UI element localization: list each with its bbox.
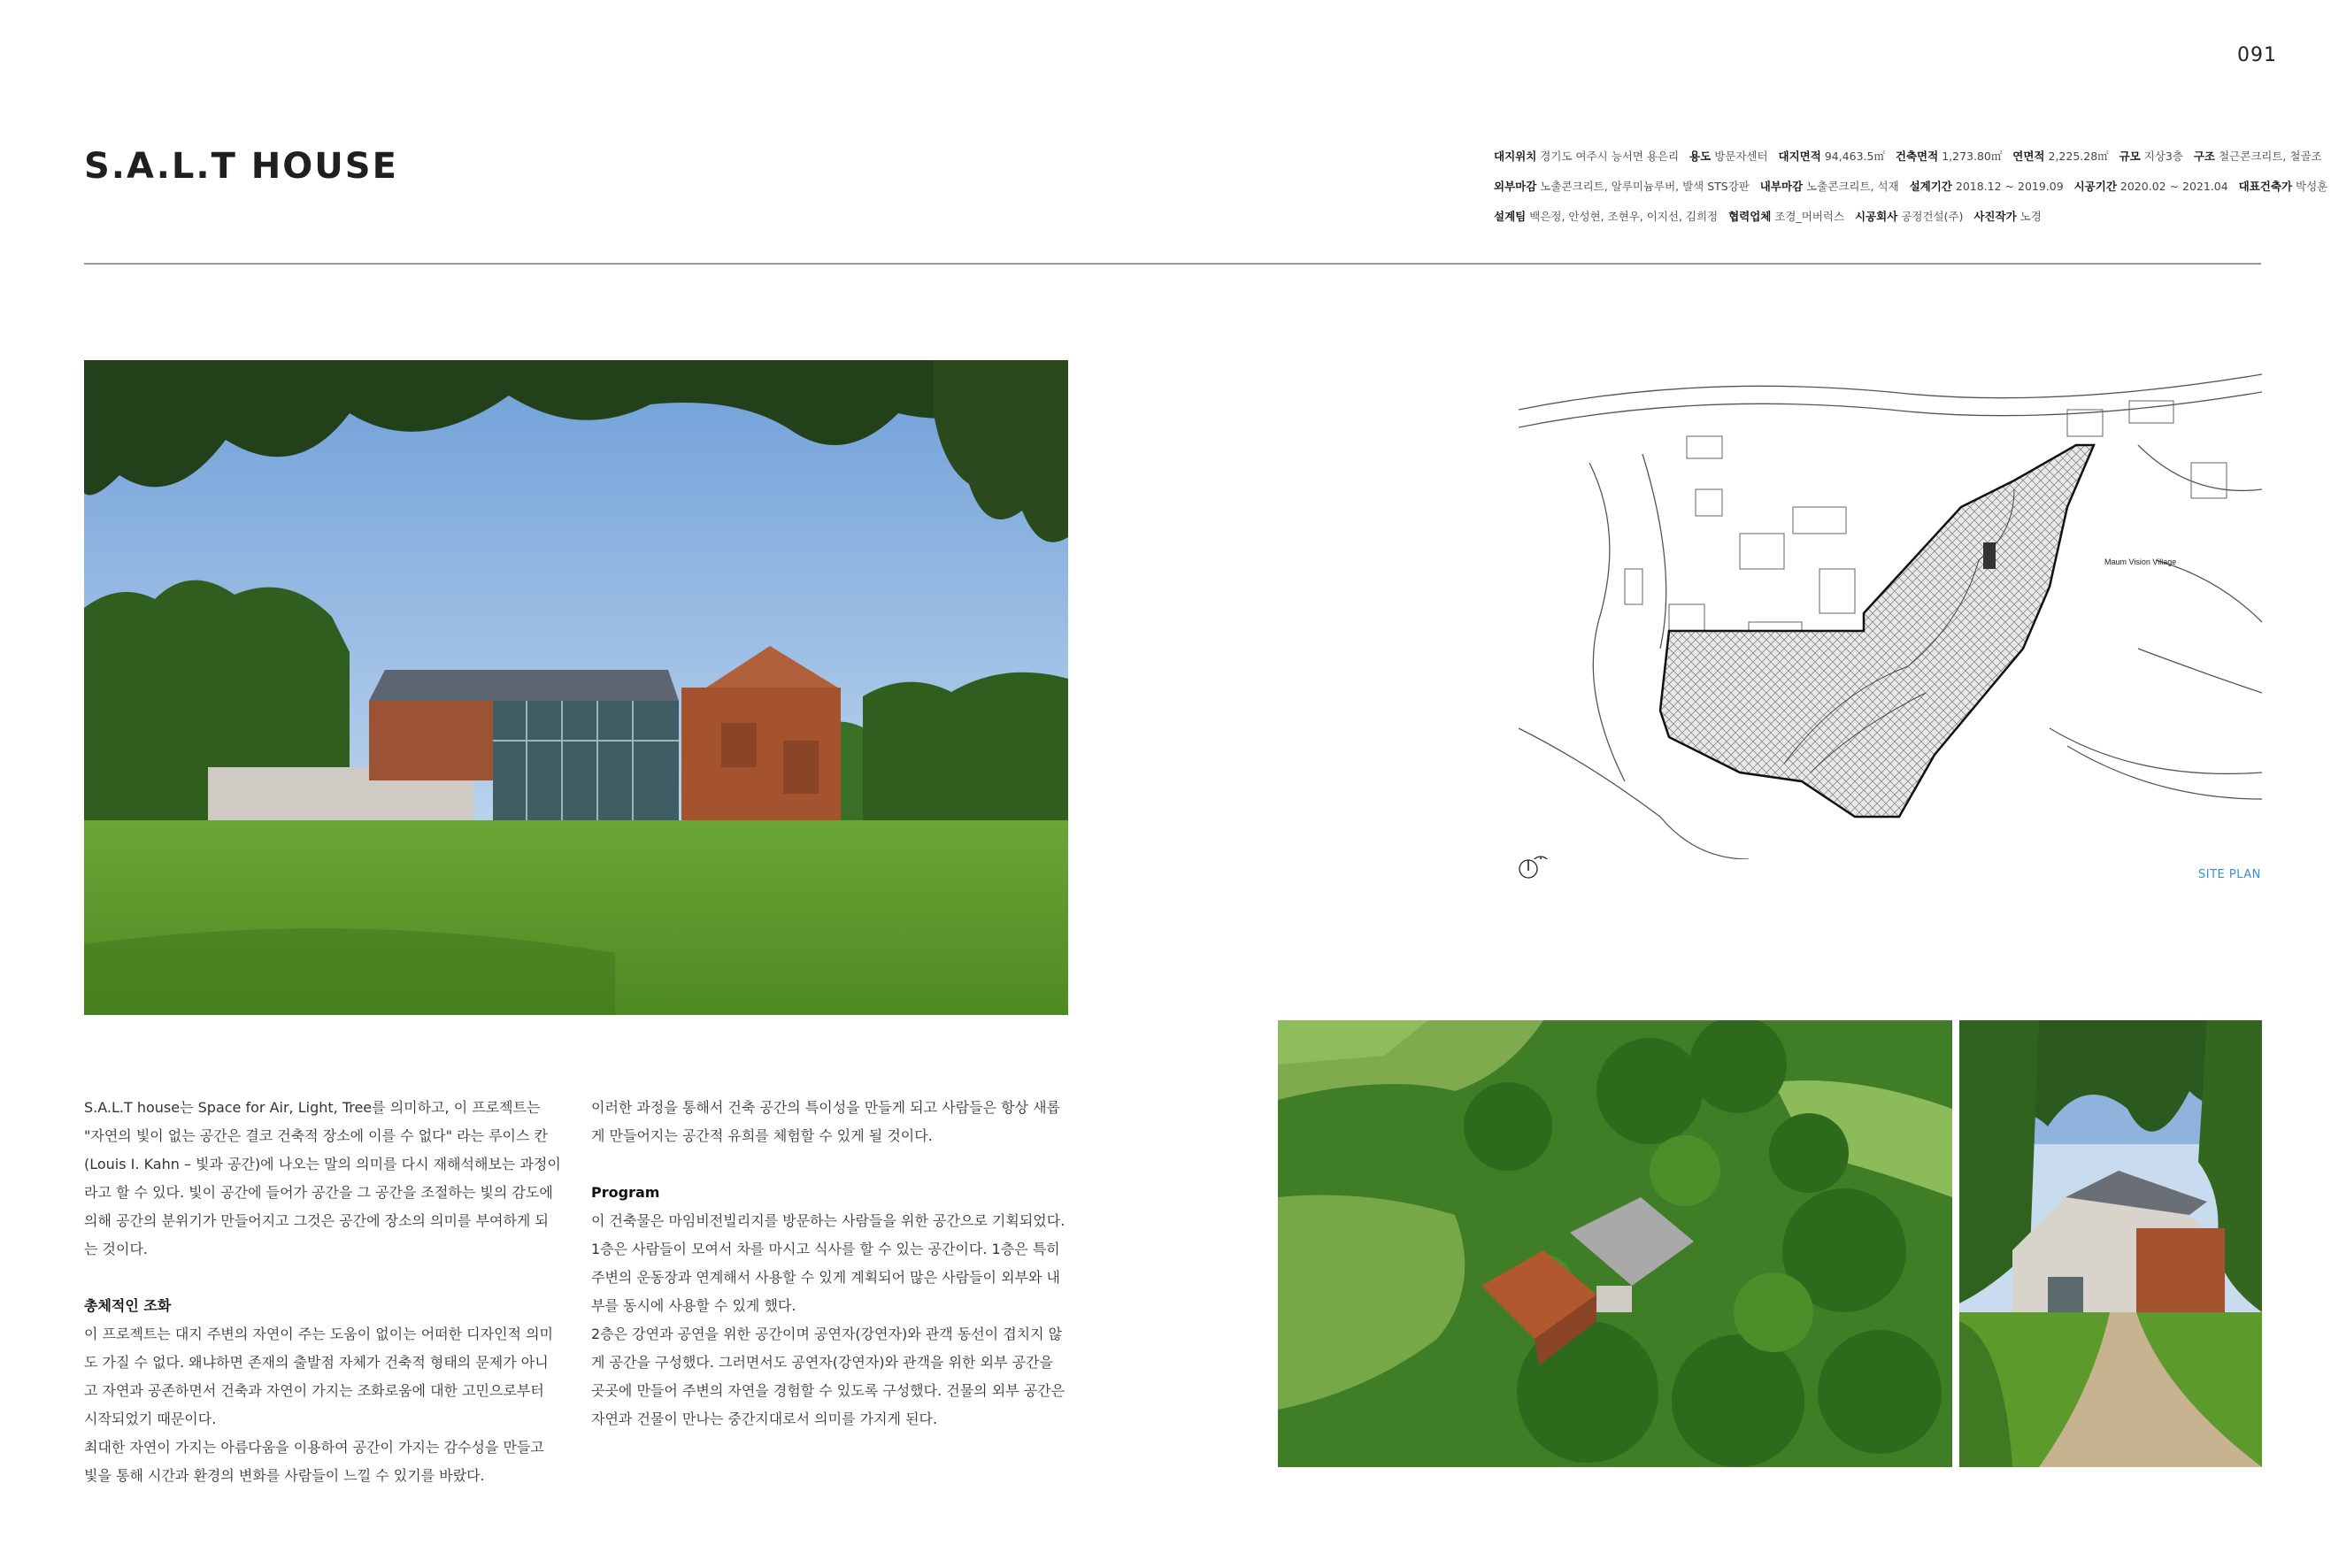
site-plan-map — [1519, 357, 2262, 859]
credit-value: 2020.02 ~ 2021.04 — [2119, 180, 2228, 193]
credit-value: 방문자센터 — [1714, 150, 1768, 163]
project-title: S.A.L.T HOUSE — [84, 146, 398, 187]
section-heading-harmony: 총체적인 조화 — [84, 1297, 172, 1314]
program-paragraph-2: 2층은 강연과 공연을 위한 공간이며 공연자(강연자)와 관객 동선이 겹치지 않게 공간을 구성했다. 그러면서도 공연자(강연자)와 관객을 위한 외부 공간을 곳곳에 만들어 주변의 자연을 경험할 수 있도록 구성했다. 건물의 외부 공간은 자연과 건물이 만나는 중간지대로서 의미를 가지게 된다. — [591, 1326, 1065, 1427]
site-plan-caption: SITE PLAN — [2198, 868, 2261, 881]
credit-label: 사진작가 — [1973, 210, 2017, 223]
exterior-photo — [1959, 1020, 2262, 1467]
credits-line-1 — [1494, 142, 2322, 172]
page-number: 091 — [2237, 44, 2277, 66]
process-paragraph: 이러한 과정을 통해서 건축 공간의 특이성을 만들게 되고 사람들은 항상 새롭게 만들어지는 공간적 유희를 체험할 수 있게 될 것이다. — [591, 1099, 1060, 1144]
credit-value: 노경 — [2019, 210, 2042, 223]
credit-value: 94,463.5㎡ — [1824, 150, 1885, 163]
credit-label: 설계기간 — [1909, 180, 1952, 193]
credit-label: 용도 — [1689, 150, 1712, 163]
credit-label: 대표건축가 — [2238, 180, 2293, 193]
hero-photo — [84, 360, 1068, 1015]
credits-line-3 — [1494, 202, 2281, 232]
header-rule — [84, 263, 2261, 265]
credit-label: 구조 — [2193, 150, 2215, 163]
credit-label: 내부마감 — [1759, 180, 1804, 193]
credit-value: 경기도 여주시 능서면 용은리 — [1540, 150, 1680, 163]
harmony-paragraph-1: 이 프로젝트는 대지 주변의 자연이 주는 도움이 없이는 어떠한 디자인적 의미도 가질 수 없다. 왜냐하면 존재의 출발점 자체가 건축적 형태의 문제가 아니고 자연과 공존하면서 건축과 자연이 가지는 조화로움에 대한 고민으로부터 시작되었기 때문이다. — [84, 1326, 553, 1427]
credits-line-2 — [1494, 172, 2328, 202]
credit-label: 협력업체 — [1728, 210, 1772, 223]
project-credits — [1494, 142, 2328, 232]
credit-label: 규모 — [2119, 150, 2141, 163]
credit-value: 조경_머버럭스 — [1774, 210, 1845, 223]
credit-value: 노출콘크리트, 알루미늄루버, 발색 STS강판 — [1540, 180, 1750, 193]
credit-label: 연면적 — [2012, 150, 2045, 163]
credit-label: 시공회사 — [1854, 210, 1898, 223]
north-arrow-icon — [1518, 858, 1539, 880]
credit-label: 건축면적 — [1895, 150, 1939, 163]
intro-paragraph: S.A.L.T house는 Space for Air, Light, Tree를 의미하고, 이 프로젝트는 "자연의 빛이 없는 공간은 결코 건축적 장소에 이를 수 없다" 라는 루이스 칸 (Louis I. Kahn – 빛과 공간)에 나오는 말의 의미를 다시 재해석해보는 과정이라고 할 수 있다. 빛이 공간에 들어가 공간을 그 공간을 조절하는 빛의 감도에 의해 공간의 분위기가 만들어지고 그것은 공간에 장소의 의미를 부여하게 되는 것이다. — [84, 1099, 561, 1257]
credit-value: 철근콘크리트, 철골조 — [2218, 150, 2322, 163]
credit-label: 대지면적 — [1778, 150, 1821, 163]
credit-value: 2018.12 ~ 2019.09 — [1955, 180, 2064, 193]
credit-value: 1,273.80㎡ — [1942, 150, 2003, 163]
program-paragraph-1: 이 건축물은 마임비전빌리지를 방문하는 사람들을 위한 공간으로 기획되었다. 1층은 사람들이 모여서 차를 마시고 식사를 할 수 있는 공간이다. 1층은 특히 주변의 운동장과 연계해서 사용할 수 있게 계획되어 많은 사람들이 외부와 내부를 동시에 사용할 수 있게 했다. — [591, 1212, 1065, 1314]
credit-value: 2,225.28㎡ — [2048, 150, 2109, 163]
credit-value: 노출콘크리트, 석재 — [1806, 180, 1899, 193]
credit-label: 시공기간 — [2073, 180, 2117, 193]
body-text-column-right — [591, 1094, 1069, 1433]
credit-label: 대지위치 — [1494, 150, 1537, 163]
credit-value: 백은정, 안성현, 조현우, 이지선, 김희정 — [1529, 210, 1719, 223]
body-text-column-left — [84, 1094, 562, 1490]
section-heading-program: Program — [591, 1184, 660, 1201]
harmony-paragraph-2: 최대한 자연이 가지는 아름다움을 이용하여 공간이 가지는 감수성을 만들고 빛을 통해 시간과 환경의 변화를 사람들이 느낄 수 있기를 바랐다. — [84, 1439, 544, 1484]
credit-value: 박성훈 — [2296, 180, 2328, 193]
credit-value: 공정건설(주) — [1901, 210, 1964, 223]
aerial-photo — [1278, 1020, 1952, 1467]
credit-label: 설계팀 — [1494, 210, 1527, 223]
credit-value: 지상3층 — [2143, 150, 2183, 163]
credit-label: 외부마감 — [1494, 180, 1537, 193]
village-label: Maum Vision Village — [2104, 557, 2177, 566]
